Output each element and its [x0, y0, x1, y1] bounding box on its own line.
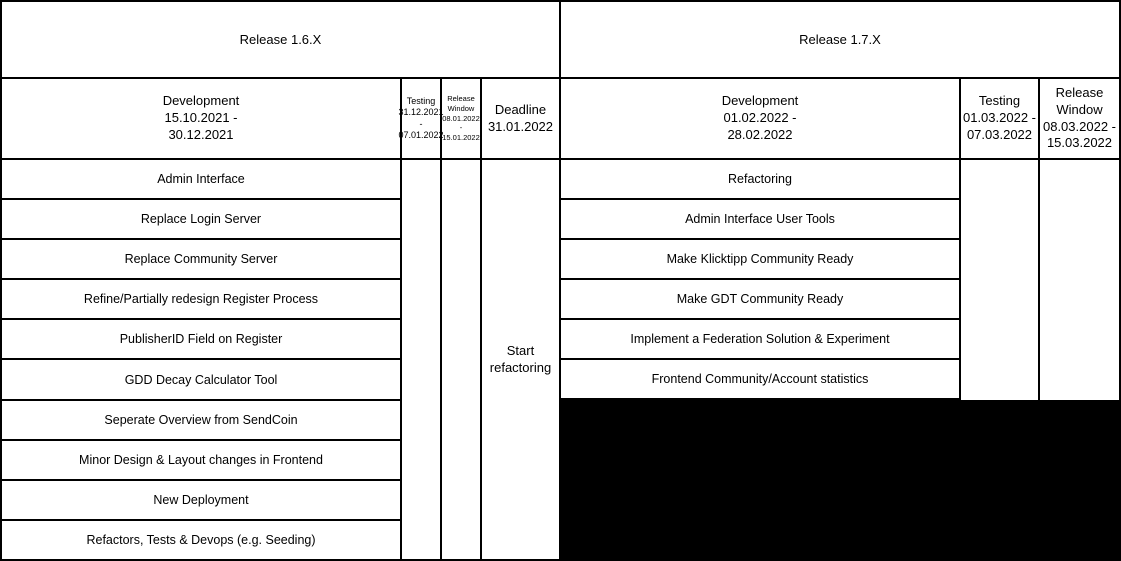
task-row: New Deployment: [2, 481, 400, 521]
deadline-note: Start refactoring: [489, 342, 552, 375]
release-1-7-section: [561, 2, 1119, 559]
release-1-6-header-row: [2, 79, 559, 160]
testing-header-1-7: [961, 79, 1040, 158]
deadline-header-1-6: [482, 79, 559, 158]
release-1-7-title-label: Release 1.7.X: [799, 32, 881, 47]
development-tasks-1-7: [561, 160, 961, 400]
release-window-column-1-7: [1040, 160, 1119, 400]
release-window-date-end: 15.01.2022: [442, 133, 480, 143]
release-window-label-line1: Release: [447, 94, 475, 104]
deadline-note-cell: [482, 160, 559, 559]
release-window-date-start: 08.03.2022 -: [1042, 118, 1116, 134]
release-window-date-end: 15.03.2022: [1046, 135, 1113, 151]
release-window-header-1-7: [1040, 79, 1119, 158]
task-row: Refactors, Tests & Devops (e.g. Seeding): [86, 532, 316, 547]
development-label: Development: [162, 93, 240, 109]
testing-date-separator: -: [419, 118, 423, 129]
development-dates-line1: 01.02.2022 -: [723, 110, 797, 126]
task-row: Replace Community Server: [2, 240, 400, 280]
release-1-7-title: [561, 2, 1119, 79]
testing-header-1-6: [398, 79, 444, 158]
deadline-date: 31.01.2022: [487, 118, 554, 134]
testing-label: Testing: [978, 93, 1021, 109]
release-1-6-body: [2, 160, 559, 559]
task-row: GDD Decay Calculator Tool: [2, 360, 400, 400]
deadline-label: Deadline: [494, 101, 547, 117]
release-window-label-line2: Window: [1056, 101, 1103, 117]
task-row: Admin Interface: [2, 160, 400, 200]
release-1-6-title-label: Release 1.6.X: [239, 32, 322, 47]
task-row: Implement a Federation Solution & Experiment: [561, 320, 959, 360]
task-row: PublisherID Field on Register: [2, 320, 400, 360]
task-row: Frontend Community/Account statistics: [561, 360, 959, 400]
task-row: Make Klicktipp Community Ready: [561, 240, 959, 280]
release-window-label-line1: Release: [1055, 84, 1104, 100]
release-1-7-body-grid: [561, 160, 1119, 400]
testing-date-end: 07.01.2022: [398, 129, 444, 140]
development-label: Development: [721, 93, 799, 109]
testing-date-end: 07.03.2022: [966, 126, 1033, 142]
task-row: Refine/Partially redesign Register Process: [2, 280, 400, 320]
development-header-1-6: [2, 79, 402, 158]
release-window-label-line2: Window: [447, 103, 475, 113]
testing-date-start: 01.03.2022 -: [962, 110, 1036, 126]
task-row: Admin Interface User Tools: [561, 200, 959, 240]
testing-date-start: 31.12.2021: [398, 107, 444, 118]
task-row: Seperate Overview from SendCoin: [2, 401, 400, 441]
release-1-7-body: [561, 160, 1119, 559]
release-1-7-header-row: [561, 79, 1119, 160]
development-header-1-7: [561, 79, 961, 158]
development-dates-line1: 15.10.2021 -: [164, 110, 238, 126]
release-1-6-section: [2, 2, 561, 559]
release-1-6-title: [2, 2, 559, 79]
release-window-column-1-6: [442, 160, 482, 559]
redacted-black-block: [561, 400, 1119, 559]
development-dates-line2: 28.02.2022: [727, 126, 793, 142]
development-dates-line2: 30.12.2021: [168, 126, 234, 142]
task-row: Make GDT Community Ready: [561, 280, 959, 320]
release-window-date-start: 08.01.2022: [442, 113, 480, 123]
task-row: Refactoring: [561, 160, 959, 200]
release-window-date-separator: -: [459, 123, 463, 133]
testing-label: Testing: [406, 96, 436, 106]
testing-column-1-6: [402, 160, 442, 559]
development-tasks-1-6: [2, 160, 402, 559]
release-window-header-1-6: [442, 79, 482, 158]
task-row: Replace Login Server: [2, 200, 400, 240]
task-row: Minor Design & Layout changes in Frontend: [2, 441, 400, 481]
testing-column-1-7: [961, 160, 1040, 400]
